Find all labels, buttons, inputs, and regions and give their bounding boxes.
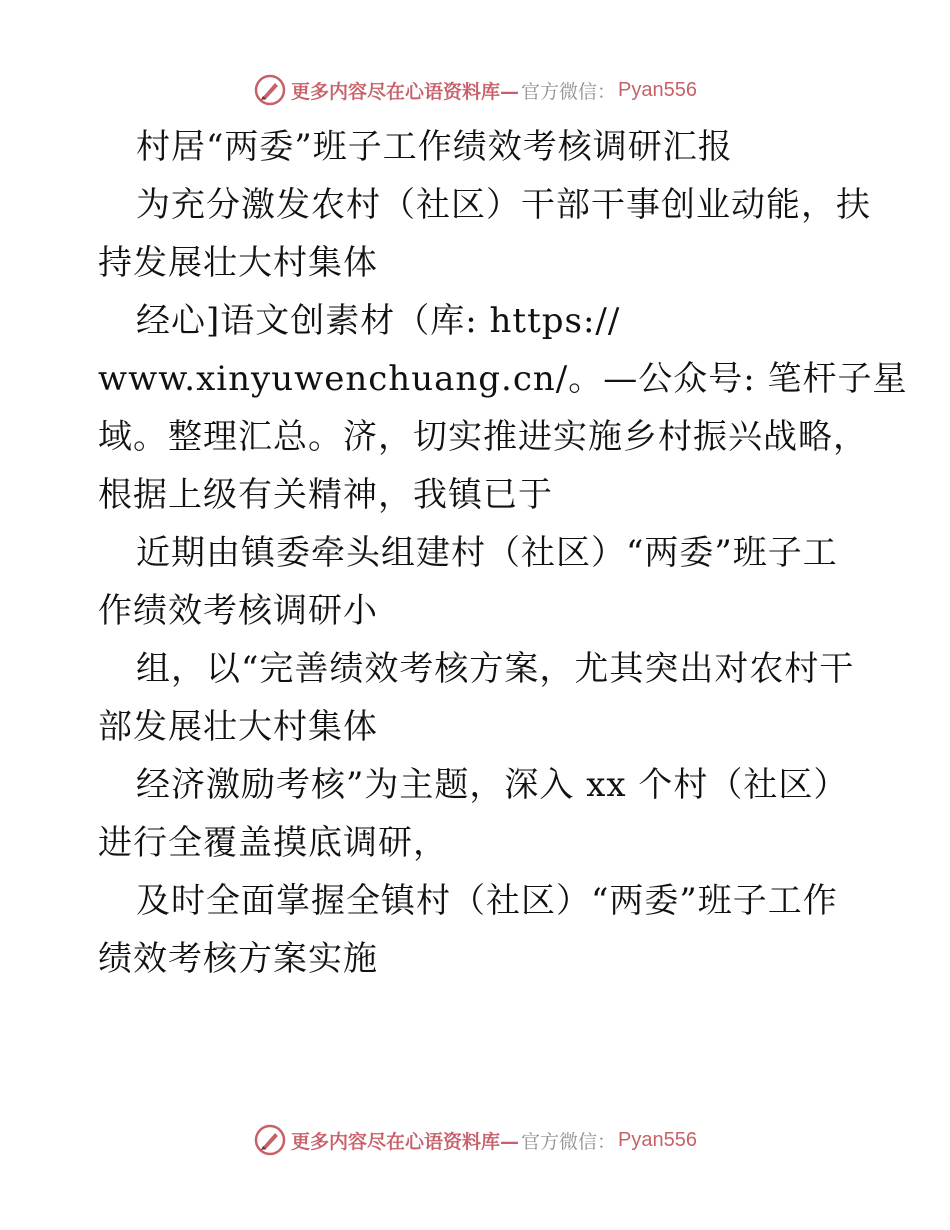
paragraph-line: 近期由镇委牵头组建村（社区）“两委”班子工 [136, 533, 838, 573]
paragraph-line: 及时全面掌握全镇村（社区）“两委”班子工作 [136, 881, 838, 921]
pen-circle-logo-icon [253, 73, 287, 107]
wechat-id: Pyan556 [618, 78, 697, 101]
paragraph-line: 持发展壮大村集体 [98, 243, 378, 283]
footer-banner [0, 1120, 950, 1160]
paragraph-line: 作绩效考核调研小 [98, 591, 378, 631]
document-body [98, 118, 908, 988]
paragraph-line: 经济激励考核”为主题，深入 xx 个村（社区） [136, 765, 849, 805]
wechat-id: Pyan556 [618, 1128, 697, 1151]
pen-circle-logo-icon [253, 1123, 287, 1157]
header-banner [0, 70, 950, 110]
paragraph-line: 为充分激发农村（社区）干部干事创业动能，扶 [136, 185, 871, 225]
paragraph-line: 绩效考核方案实施 [98, 939, 378, 979]
promo-text: 更多内容尽在心语资料库— [291, 80, 520, 103]
paragraph-line: 根据上级有关精神，我镇已于 [98, 475, 553, 515]
paragraph-line: 进行全覆盖摸底调研， [98, 823, 448, 863]
paragraph-line: 部发展壮大村集体 [98, 707, 378, 747]
paragraph-line: 域。整理汇总。济，切实推进实施乡村振兴战略， [98, 417, 868, 457]
document-title: 村居“两委”班子工作绩效考核调研汇报 [136, 127, 733, 167]
paragraph-line: 经心]语文创素材（库: https:// [136, 301, 621, 341]
paragraph-line: www.xinyuwenchuang.cn/。—公众号: 笔杆子星 [98, 359, 908, 399]
promo-text: 更多内容尽在心语资料库— [291, 1130, 520, 1153]
wechat-label: 官方微信： [521, 80, 617, 103]
wechat-label: 官方微信： [521, 1130, 617, 1153]
paragraph-line: 组，以“完善绩效考核方案，尤其突出对农村干 [136, 649, 855, 689]
